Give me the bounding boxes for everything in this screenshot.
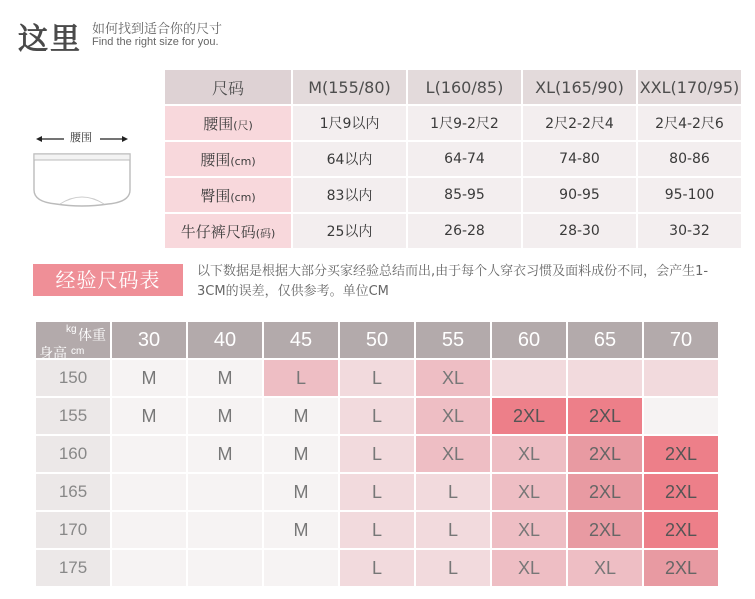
size-header-cell: L(160/85) (408, 70, 521, 104)
size-cell (112, 550, 186, 586)
size-row (165, 178, 741, 212)
size-cell: M (264, 436, 338, 472)
size-cell: L (340, 360, 414, 396)
size-cell: 2尺2-2尺4 (523, 106, 636, 140)
header-subtitle-en: Find the right size for you. (92, 36, 219, 48)
size-cell: L (340, 436, 414, 472)
height-label: 150 (36, 360, 110, 396)
size-cell: XL (568, 550, 642, 586)
size-row-label: 腰围(尺) (165, 106, 291, 140)
size-cell: 1尺9-2尺2 (408, 106, 521, 140)
size-header-cell: XXL(170/95) (638, 70, 741, 104)
size-cell (188, 550, 262, 586)
size-cell (112, 512, 186, 548)
size-cell: L (340, 474, 414, 510)
size-row (165, 214, 741, 248)
size-cell: 74-80 (523, 142, 636, 176)
height-label: 175 (36, 550, 110, 586)
size-cell: 28-30 (523, 214, 636, 248)
size-cell: 2XL (644, 436, 718, 472)
weight-header: 40 (188, 322, 262, 358)
experience-section-title: 经验尺码表 (33, 264, 183, 296)
size-cell: 64-74 (408, 142, 521, 176)
corner-cell (36, 322, 110, 362)
size-cell: 2XL (492, 398, 566, 434)
experience-row (36, 512, 718, 548)
size-cell (644, 360, 718, 396)
weight-header: 65 (568, 322, 642, 358)
weight-header: 50 (340, 322, 414, 358)
experience-row (36, 550, 718, 586)
experience-table (34, 320, 720, 588)
size-cell: XL (416, 436, 490, 472)
size-cell: 25以内 (293, 214, 406, 248)
size-cell: M (264, 512, 338, 548)
size-cell: L (416, 550, 490, 586)
corner-height: 身高 (39, 346, 67, 362)
size-cell: M (112, 398, 186, 434)
size-cell: 90-95 (523, 178, 636, 212)
size-cell: XL (492, 512, 566, 548)
size-row (165, 106, 741, 140)
weight-header: 30 (112, 322, 186, 358)
waist-label: 腰围 (70, 131, 92, 144)
header-title: 这里 (18, 22, 82, 57)
experience-header-row (36, 322, 718, 358)
size-cell: 26-28 (408, 214, 521, 248)
size-cell: XL (492, 436, 566, 472)
size-cell: 83以内 (293, 178, 406, 212)
size-cell: L (416, 512, 490, 548)
size-header-cell: 尺码 (165, 70, 291, 104)
size-table (163, 68, 743, 250)
size-cell: M (112, 360, 186, 396)
corner-cm: cm (71, 346, 85, 357)
size-cell: 80-86 (638, 142, 741, 176)
size-cell: L (416, 474, 490, 510)
corner-kg: kg (66, 324, 77, 335)
size-cell: M (188, 436, 262, 472)
size-cell (188, 512, 262, 548)
experience-row (36, 360, 718, 396)
size-cell: 2XL (644, 512, 718, 548)
size-cell: 2XL (644, 474, 718, 510)
experience-row (36, 436, 718, 472)
size-header-cell: XL(165/90) (523, 70, 636, 104)
size-cell: 1尺9以内 (293, 106, 406, 140)
size-cell (112, 474, 186, 510)
size-cell: 30-32 (638, 214, 741, 248)
size-cell: 2XL (568, 512, 642, 548)
size-cell (644, 398, 718, 434)
size-cell: L (340, 398, 414, 434)
size-cell: L (340, 512, 414, 548)
size-cell (112, 436, 186, 472)
size-row-label: 臀围(cm) (165, 178, 291, 212)
size-cell: 2XL (568, 398, 642, 434)
header-subtitle: 如何找到适合你的尺寸 (92, 22, 223, 37)
size-cell: XL (416, 398, 490, 434)
size-cell (264, 550, 338, 586)
size-cell: M (264, 398, 338, 434)
height-label: 165 (36, 474, 110, 510)
size-cell: M (264, 474, 338, 510)
experience-row (36, 474, 718, 510)
size-cell: L (340, 550, 414, 586)
height-label: 170 (36, 512, 110, 548)
size-row-label: 牛仔裤尺码(码) (165, 214, 291, 248)
size-cell: 95-100 (638, 178, 741, 212)
size-cell: XL (492, 474, 566, 510)
size-cell (568, 360, 642, 396)
size-cell (188, 474, 262, 510)
size-header-cell: M(155/80) (293, 70, 406, 104)
size-row (165, 142, 741, 176)
size-cell: XL (492, 550, 566, 586)
size-cell: 64以内 (293, 142, 406, 176)
size-cell: L (264, 360, 338, 396)
size-cell: 85-95 (408, 178, 521, 212)
size-table-header (165, 70, 741, 104)
weight-header: 60 (492, 322, 566, 358)
size-cell: XL (416, 360, 490, 396)
height-label: 160 (36, 436, 110, 472)
size-cell (492, 360, 566, 396)
size-cell: 2XL (644, 550, 718, 586)
size-cell: 2XL (568, 474, 642, 510)
size-cell: 2尺4-2尺6 (638, 106, 741, 140)
size-cell: 2XL (568, 436, 642, 472)
size-cell: M (188, 360, 262, 396)
size-row-label: 腰围(cm) (165, 142, 291, 176)
corner-weight: 体重 (78, 328, 106, 344)
experience-note: 以下数据是根据大部分买家经验总结而出,由于每个人穿衣习惯及面料成份不同，会产生1-3CM的误差，仅供参考。单位CM (197, 264, 709, 299)
weight-header: 45 (264, 322, 338, 358)
weight-header: 70 (644, 322, 718, 358)
weight-header: 55 (416, 322, 490, 358)
height-label: 155 (36, 398, 110, 434)
experience-row (36, 398, 718, 434)
size-cell: M (188, 398, 262, 434)
